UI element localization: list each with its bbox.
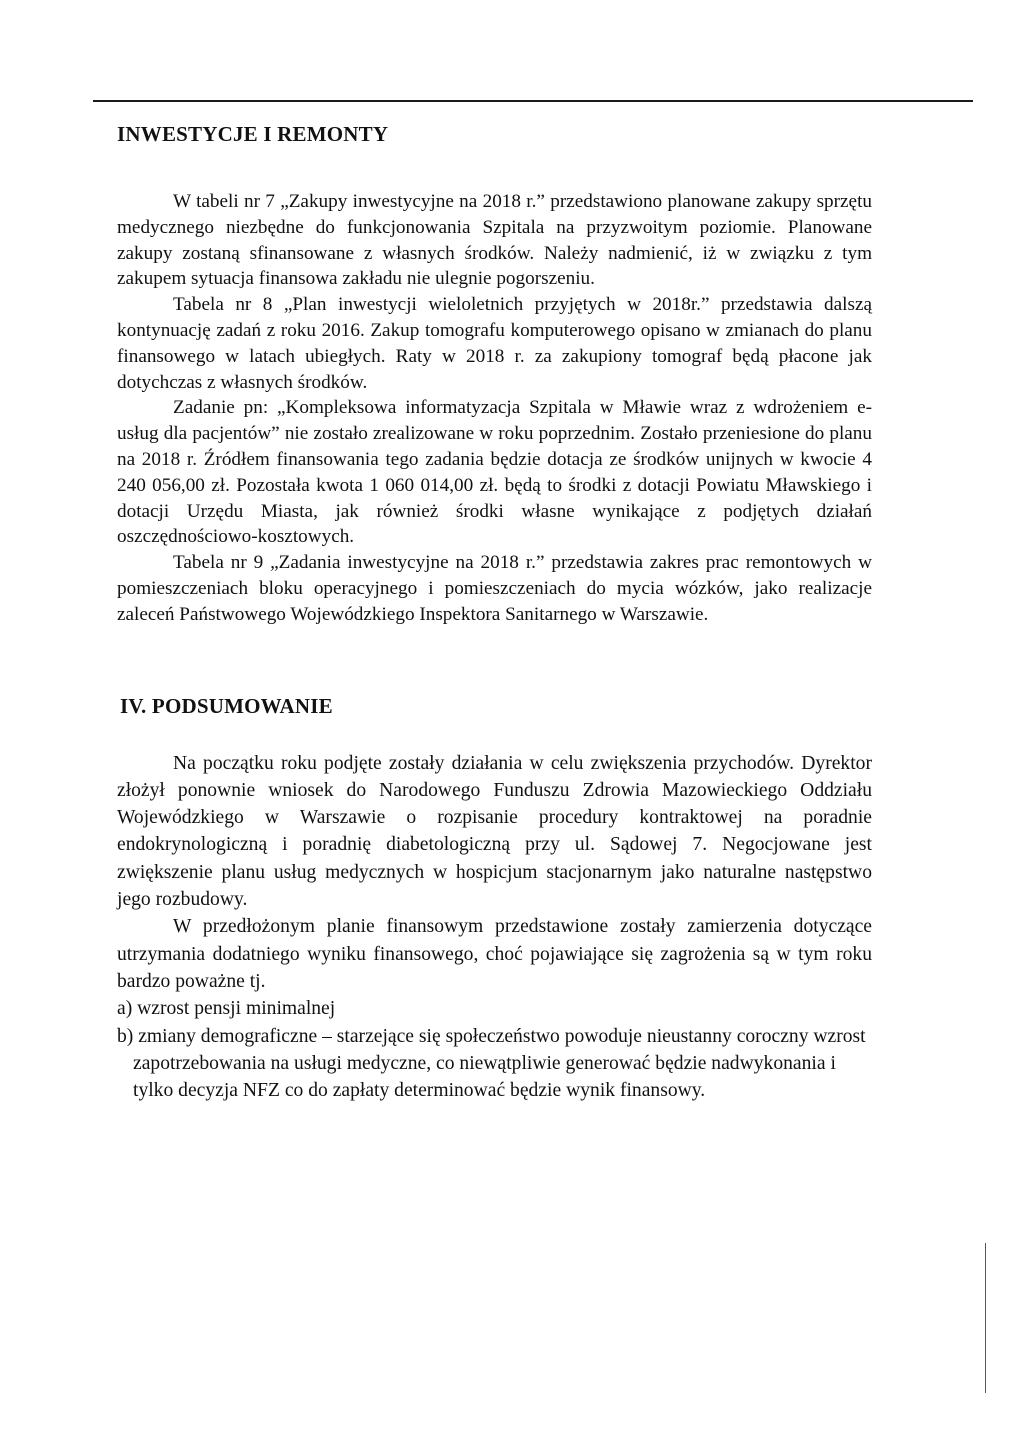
list-item-demographic-changes: b) zmiany demograficzne – starzejące się społeczeństwo powoduje nieustanny coroczny wzrost zapotrzebowania na usługi medyczne, co niewątpliwie generować będzie nadwykonania i tylko decyzja NFZ co do zapłaty determinować będzie wynik finansowy.	[117, 1025, 866, 1102]
scan-margin-line	[985, 1243, 986, 1393]
section-summary	[117, 694, 872, 1105]
document-body	[117, 118, 872, 1104]
list-item-minimum-wage: a) wzrost pensji minimalnej	[117, 998, 336, 1020]
section-heading-summary: IV. PODSUMOWANIE	[120, 693, 333, 718]
paragraph-revenue-actions: Na początku roku podjęte zostały działania w celu zwiększenia przychodów. Dyrektor złożył ponownie wniosek do Narodowego Funduszu Zdrowia Mazowieckiego Oddziału Wojewódzkiego w Warszawie o rozpisanie procedury kontraktowej na poradnie endokrynologiczną i poradnię diabetologiczną przy ul. Sądowej 7. Negocjowane jest zwiększenie planu usług medycznych w hospicjum stacjonarnym jako naturalne następstwo jego rozbudowy.	[117, 752, 872, 911]
top-divider	[93, 100, 973, 102]
paragraph-table-9: Tabela nr 9 „Zadania inwestycyjne na 2018 r.” przedstawia zakres prac remontowych w pomieszczeniach bloku operacyjnego i pomieszczeniach do mycia wózków, jako realizacje zaleceń Państwowego Wojewódzkiego Inspektora Sanitarnego w Warszawie.	[117, 552, 872, 625]
paragraph-informatization-task: Zadanie pn: „Kompleksowa informatyzacja Szpitala w Mławie wraz z wdrożeniem e-usług dla pacjentów” nie zostało zrealizowane w roku poprzednim. Zostało przeniesione do planu na 2018 r. Źródłem finansowania tego zadania będzie dotacja ze środków unijnych w kwocie 4 240 056,00 zł. Pozostała kwota 1 060 014,00 zł. będą to środki z dotacji Powiatu Mławskiego i dotacji Urzędu Miasta, jak również środki własne wynikające z podjętych działań oszczędnościowo-kosztowych.	[117, 397, 872, 548]
section-investments	[117, 122, 872, 628]
paragraph-table-8: Tabela nr 8 „Plan inwestycji wieloletnich przyjętych w 2018r.” przedstawia dalszą kontynuację zadań z roku 2016. Zakup tomografu komputerowego opisano w zmianach do planu finansowego w latach ubiegłych. Raty w 2018 r. za zakupiony tomograf będą płacone jak dotychczas z własnych środków.	[117, 294, 872, 393]
paragraph-table-7: W tabeli nr 7 „Zakupy inwestycyjne na 2018 r.” przedstawiono planowane zakupy sprzętu medycznego niezbędne do funkcjonowania Szpitala na przyzwoitym poziomie. Planowane zakupy zostaną sfinansowane z własnych środków. Należy nadmienić, iż w związku z tym zakupem sytuacja finansowa zakładu nie ulegnie pogorszeniu.	[117, 191, 872, 290]
section-heading-investments: INWESTYCJE I REMONTY	[117, 122, 389, 146]
paragraph-financial-plan: W przedłożonym planie finansowym przedstawione zostały zamierzenia dotyczące utrzymania dodatniego wyniku finansowego, choć pojawiające się zagrożenia są w tym roku bardzo poważne tj.	[117, 916, 872, 992]
